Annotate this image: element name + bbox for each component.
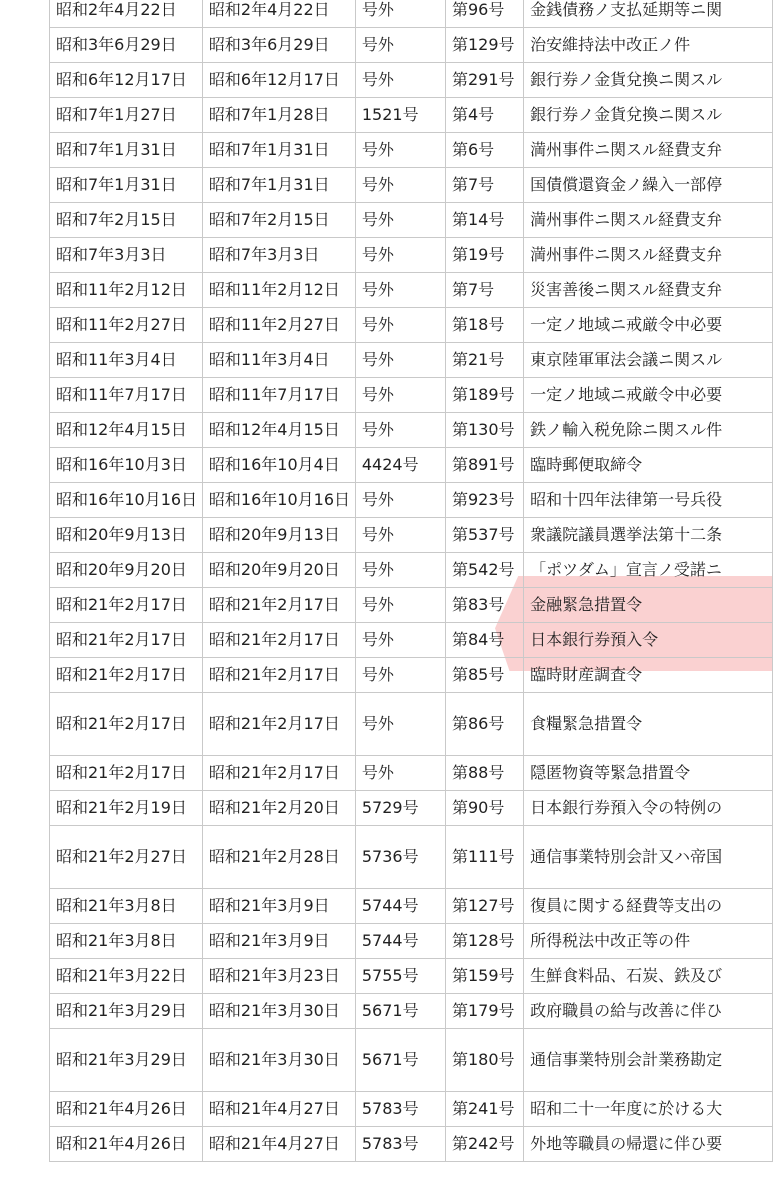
gazette-issue-cell: 号外 [355,693,445,756]
gazette-date-cell: 昭和21年3月9日 [202,924,355,959]
gazette-issue-cell: 号外 [355,28,445,63]
table-row [50,791,773,826]
table-row [50,98,773,133]
gazette-issue-cell: 号外 [355,553,445,588]
promulgation-date-cell: 昭和21年2月17日 [50,658,203,693]
gazette-date-cell: 昭和3年6月29日 [202,28,355,63]
ordinance-title-cell: 昭和十四年法律第一号兵役 [524,483,773,518]
gazette-issue-cell: 号外 [355,623,445,658]
ordinance-number-cell: 第242号 [445,1127,523,1162]
ordinance-title-cell: 所得税法中改正等の件 [524,924,773,959]
promulgation-date-cell: 昭和11年7月17日 [50,378,203,413]
promulgation-date-cell: 昭和21年2月19日 [50,791,203,826]
ordinance-number-cell: 第128号 [445,924,523,959]
gazette-date-cell: 昭和21年3月23日 [202,959,355,994]
promulgation-date-cell: 昭和7年1月31日 [50,133,203,168]
gazette-issue-cell: 5744号 [355,889,445,924]
gazette-issue-cell: 号外 [355,238,445,273]
ordinance-number-cell: 第291号 [445,63,523,98]
gazette-date-cell: 昭和11年2月12日 [202,273,355,308]
gazette-date-cell: 昭和21年3月9日 [202,889,355,924]
table-row [50,308,773,343]
promulgation-date-cell: 昭和2年4月22日 [50,0,203,28]
gazette-issue-cell: 5783号 [355,1092,445,1127]
gazette-issue-cell: 4424号 [355,448,445,483]
gazette-issue-cell: 号外 [355,413,445,448]
table-row [50,1029,773,1092]
promulgation-date-cell: 昭和16年10月3日 [50,448,203,483]
gazette-issue-cell: 号外 [355,483,445,518]
gazette-issue-cell: 5729号 [355,791,445,826]
promulgation-date-cell: 昭和12年4月15日 [50,413,203,448]
promulgation-date-cell: 昭和21年3月29日 [50,1029,203,1092]
gazette-issue-cell: 号外 [355,588,445,623]
gazette-date-cell: 昭和6年12月17日 [202,63,355,98]
ordinance-number-cell: 第84号 [445,623,523,658]
table-row [50,693,773,756]
table-row [50,924,773,959]
table-row [50,448,773,483]
ordinance-number-cell: 第159号 [445,959,523,994]
gazette-date-cell: 昭和11年2月27日 [202,308,355,343]
ordinance-title-cell: 衆議院議員選挙法第十二条 [524,518,773,553]
ordinance-title-cell: 「ポツダム」宣言ノ受諾ニ [524,553,773,588]
table-row [50,0,773,28]
table-row [50,203,773,238]
ordinance-number-cell: 第90号 [445,791,523,826]
promulgation-date-cell: 昭和21年3月29日 [50,994,203,1029]
ordinance-number-cell: 第83号 [445,588,523,623]
ordinance-number-cell: 第7号 [445,273,523,308]
table-row [50,238,773,273]
gazette-date-cell: 昭和21年2月17日 [202,756,355,791]
promulgation-date-cell: 昭和20年9月20日 [50,553,203,588]
gazette-date-cell: 昭和21年4月27日 [202,1092,355,1127]
gazette-issue-cell: 号外 [355,378,445,413]
ordinance-title-cell: 通信事業特別会計又ハ帝国 [524,826,773,889]
ordinance-title-cell: 満州事件ニ関スル経費支弁 [524,238,773,273]
ordinance-title-cell: 昭和二十一年度に於ける大 [524,1092,773,1127]
table-row [50,1127,773,1162]
promulgation-date-cell: 昭和21年2月17日 [50,693,203,756]
gazette-issue-cell: 号外 [355,658,445,693]
table-row [50,518,773,553]
ordinance-title-cell: 日本銀行券預入令の特例の [524,791,773,826]
promulgation-date-cell: 昭和7年1月27日 [50,98,203,133]
gazette-issue-cell: 5671号 [355,994,445,1029]
ordinance-title-cell: 食糧緊急措置令 [524,693,773,756]
gazette-issue-cell: 号外 [355,518,445,553]
ordinance-number-cell: 第85号 [445,658,523,693]
table-row [50,413,773,448]
gazette-date-cell: 昭和16年10月16日 [202,483,355,518]
ordinance-number-cell: 第542号 [445,553,523,588]
promulgation-date-cell: 昭和21年3月8日 [50,924,203,959]
ordinance-title-cell: 生鮮食料品、石炭、鉄及び [524,959,773,994]
ordinance-title-cell: 復員に関する経費等支出の [524,889,773,924]
ordinance-number-cell: 第19号 [445,238,523,273]
gazette-date-cell: 昭和21年2月17日 [202,623,355,658]
gazette-issue-cell: 号外 [355,203,445,238]
promulgation-date-cell: 昭和21年2月27日 [50,826,203,889]
ordinance-number-cell: 第923号 [445,483,523,518]
gazette-date-cell: 昭和21年3月30日 [202,994,355,1029]
gazette-issue-cell: 号外 [355,63,445,98]
ordinance-title-cell: 満州事件ニ関スル経費支弁 [524,203,773,238]
ordinance-title-cell: 満州事件ニ関スル経費支弁 [524,133,773,168]
promulgation-date-cell: 昭和11年3月4日 [50,343,203,378]
ordinance-number-cell: 第18号 [445,308,523,343]
table-row [50,133,773,168]
ordinance-title-cell: 一定ノ地域ニ戒厳令中必要 [524,378,773,413]
ordinance-number-cell: 第891号 [445,448,523,483]
gazette-date-cell: 昭和21年2月17日 [202,658,355,693]
gazette-date-cell: 昭和21年2月17日 [202,588,355,623]
promulgation-date-cell: 昭和7年3月3日 [50,238,203,273]
ordinance-title-cell: 臨時財産調査令 [524,658,773,693]
ordinance-title-cell: 治安維持法中改正ノ件 [524,28,773,63]
ordinance-title-cell: 通信事業特別会計業務勘定 [524,1029,773,1092]
gazette-issue-cell: 号外 [355,273,445,308]
table-row [50,588,773,623]
ordinance-number-cell: 第241号 [445,1092,523,1127]
ordinance-title-cell: 金銭債務ノ支払延期等ニ関 [524,0,773,28]
gazette-date-cell: 昭和2年4月22日 [202,0,355,28]
table-row [50,483,773,518]
ordinance-number-cell: 第127号 [445,889,523,924]
ordinance-number-cell: 第88号 [445,756,523,791]
promulgation-date-cell: 昭和21年4月26日 [50,1092,203,1127]
table-row [50,378,773,413]
promulgation-date-cell: 昭和7年1月31日 [50,168,203,203]
ordinance-number-cell: 第7号 [445,168,523,203]
table-row [50,826,773,889]
ordinance-title-cell: 災害善後ニ関スル経費支弁 [524,273,773,308]
ordinance-title-cell: 鉄ノ輸入税免除ニ関スル件 [524,413,773,448]
gazette-date-cell: 昭和16年10月4日 [202,448,355,483]
promulgation-date-cell: 昭和21年3月22日 [50,959,203,994]
table-row [50,273,773,308]
promulgation-date-cell: 昭和21年4月26日 [50,1127,203,1162]
gazette-date-cell: 昭和21年2月20日 [202,791,355,826]
table-row [50,343,773,378]
ordinance-title-cell: 政府職員の給与改善に伴ひ [524,994,773,1029]
gazette-date-cell: 昭和7年1月31日 [202,168,355,203]
ordinance-number-cell: 第21号 [445,343,523,378]
gazette-date-cell: 昭和21年2月28日 [202,826,355,889]
gazette-date-cell: 昭和7年1月28日 [202,98,355,133]
ordinance-title-cell: 金融緊急措置令 [524,588,773,623]
ordinance-number-cell: 第189号 [445,378,523,413]
ordinance-number-cell: 第4号 [445,98,523,133]
gazette-date-cell: 昭和7年3月3日 [202,238,355,273]
gazette-date-cell: 昭和11年3月4日 [202,343,355,378]
table-row [50,994,773,1029]
table-row [50,553,773,588]
gazette-issue-cell: 5736号 [355,826,445,889]
ordinance-title-cell: 銀行券ノ金貨兌換ニ関スル [524,98,773,133]
table-row [50,1092,773,1127]
gazette-date-cell: 昭和7年1月31日 [202,133,355,168]
table-row [50,28,773,63]
ordinance-number-cell: 第86号 [445,693,523,756]
table-row [50,63,773,98]
table-row [50,756,773,791]
ordinance-number-cell: 第14号 [445,203,523,238]
gazette-issue-cell: 号外 [355,343,445,378]
gazette-issue-cell: 号外 [355,168,445,203]
gazette-date-cell: 昭和20年9月13日 [202,518,355,553]
ordinance-number-cell: 第6号 [445,133,523,168]
gazette-date-cell: 昭和7年2月15日 [202,203,355,238]
gazette-issue-cell: 号外 [355,756,445,791]
table-row [50,959,773,994]
ordinance-table [49,0,773,1162]
gazette-date-cell: 昭和21年4月27日 [202,1127,355,1162]
promulgation-date-cell: 昭和21年3月8日 [50,889,203,924]
gazette-date-cell: 昭和20年9月20日 [202,553,355,588]
promulgation-date-cell: 昭和16年10月16日 [50,483,203,518]
ordinance-number-cell: 第96号 [445,0,523,28]
gazette-issue-cell: 号外 [355,133,445,168]
ordinance-number-cell: 第180号 [445,1029,523,1092]
ordinance-number-cell: 第537号 [445,518,523,553]
ordinance-number-cell: 第129号 [445,28,523,63]
table-row [50,168,773,203]
ordinance-title-cell: 銀行券ノ金貨兌換ニ関スル [524,63,773,98]
gazette-issue-cell: 5671号 [355,1029,445,1092]
table-row [50,889,773,924]
gazette-date-cell: 昭和21年2月17日 [202,693,355,756]
gazette-issue-cell: 5744号 [355,924,445,959]
gazette-issue-cell: 号外 [355,308,445,343]
ordinance-title-cell: 外地等職員の帰還に伴ひ要 [524,1127,773,1162]
gazette-date-cell: 昭和11年7月17日 [202,378,355,413]
promulgation-date-cell: 昭和11年2月27日 [50,308,203,343]
promulgation-date-cell: 昭和7年2月15日 [50,203,203,238]
promulgation-date-cell: 昭和21年2月17日 [50,588,203,623]
gazette-issue-cell: 5783号 [355,1127,445,1162]
table-row [50,658,773,693]
ordinance-number-cell: 第179号 [445,994,523,1029]
ordinance-table-body [50,0,773,1162]
promulgation-date-cell: 昭和21年2月17日 [50,756,203,791]
promulgation-date-cell: 昭和6年12月17日 [50,63,203,98]
promulgation-date-cell: 昭和20年9月13日 [50,518,203,553]
ordinance-number-cell: 第111号 [445,826,523,889]
gazette-issue-cell: 号外 [355,0,445,28]
table-row [50,623,773,658]
ordinance-title-cell: 東京陸軍軍法会議ニ関スル [524,343,773,378]
promulgation-date-cell: 昭和3年6月29日 [50,28,203,63]
gazette-issue-cell: 1521号 [355,98,445,133]
gazette-date-cell: 昭和12年4月15日 [202,413,355,448]
promulgation-date-cell: 昭和21年2月17日 [50,623,203,658]
ordinance-number-cell: 第130号 [445,413,523,448]
ordinance-title-cell: 国債償還資金ノ繰入一部停 [524,168,773,203]
gazette-date-cell: 昭和21年3月30日 [202,1029,355,1092]
ordinance-title-cell: 臨時郵便取締令 [524,448,773,483]
gazette-issue-cell: 5755号 [355,959,445,994]
ordinance-title-cell: 日本銀行券預入令 [524,623,773,658]
ordinance-title-cell: 隠匿物資等緊急措置令 [524,756,773,791]
promulgation-date-cell: 昭和11年2月12日 [50,273,203,308]
ordinance-title-cell: 一定ノ地域ニ戒厳令中必要 [524,308,773,343]
